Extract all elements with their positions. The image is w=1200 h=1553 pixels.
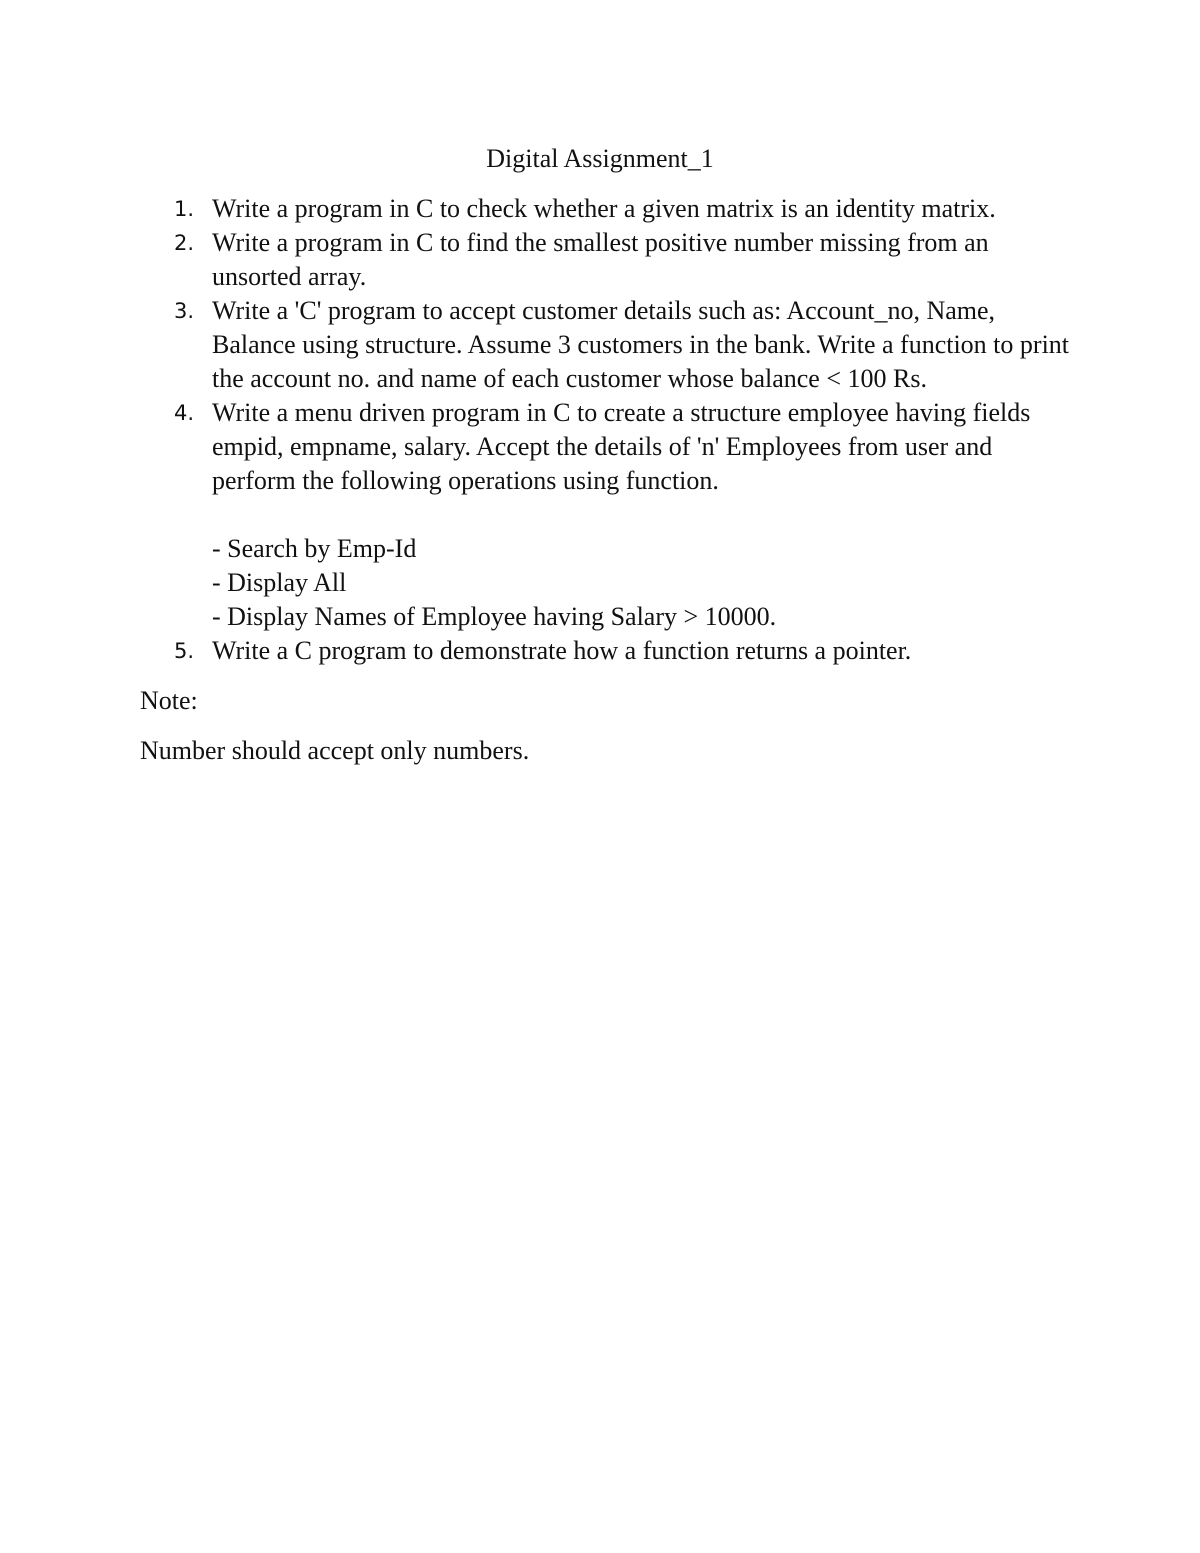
question-number: 5. xyxy=(174,639,195,663)
question-item-5 xyxy=(140,634,1080,668)
note-label: Note: xyxy=(140,686,198,715)
question-text: Write a C program to demonstrate how a function returns a pointer. xyxy=(212,636,912,665)
question-number: 3. xyxy=(174,299,195,323)
question-text: Write a menu driven program in C to create a structure employee having fields empid, empname, salary. Accept the details of 'n' Employees from user and perform the following operations using function. xyxy=(212,398,1031,495)
question-text: Write a program in C to find the smallest positive number missing from an unsorted array. xyxy=(212,228,989,291)
question-number: 4. xyxy=(174,401,195,425)
question-item-2 xyxy=(140,226,1080,294)
question-number: 1. xyxy=(174,197,195,221)
question-number: 2. xyxy=(174,231,195,255)
document-title: Digital Assignment_1 xyxy=(486,144,714,173)
question-item-1 xyxy=(140,192,1080,226)
question-item-4 xyxy=(140,396,1080,634)
operation-item: - Display All xyxy=(212,568,347,597)
note-text: Number should accept only numbers. xyxy=(140,736,530,765)
operation-item: - Search by Emp-Id xyxy=(212,534,417,563)
question-text: Write a 'C' program to accept customer details such as: Account_no, Name, Balance using structure. Assume 3 customers in the bank. Write a function to print the account no. and name of each customer whose balance < 100 Rs. xyxy=(212,296,1070,393)
question-list xyxy=(140,192,1080,668)
question-item-3 xyxy=(140,294,1080,396)
operations-list xyxy=(212,532,1080,634)
question-text: Write a program in C to check whether a given matrix is an identity matrix. xyxy=(212,194,996,223)
operation-item: - Display Names of Employee having Salary > 10000. xyxy=(212,602,777,631)
